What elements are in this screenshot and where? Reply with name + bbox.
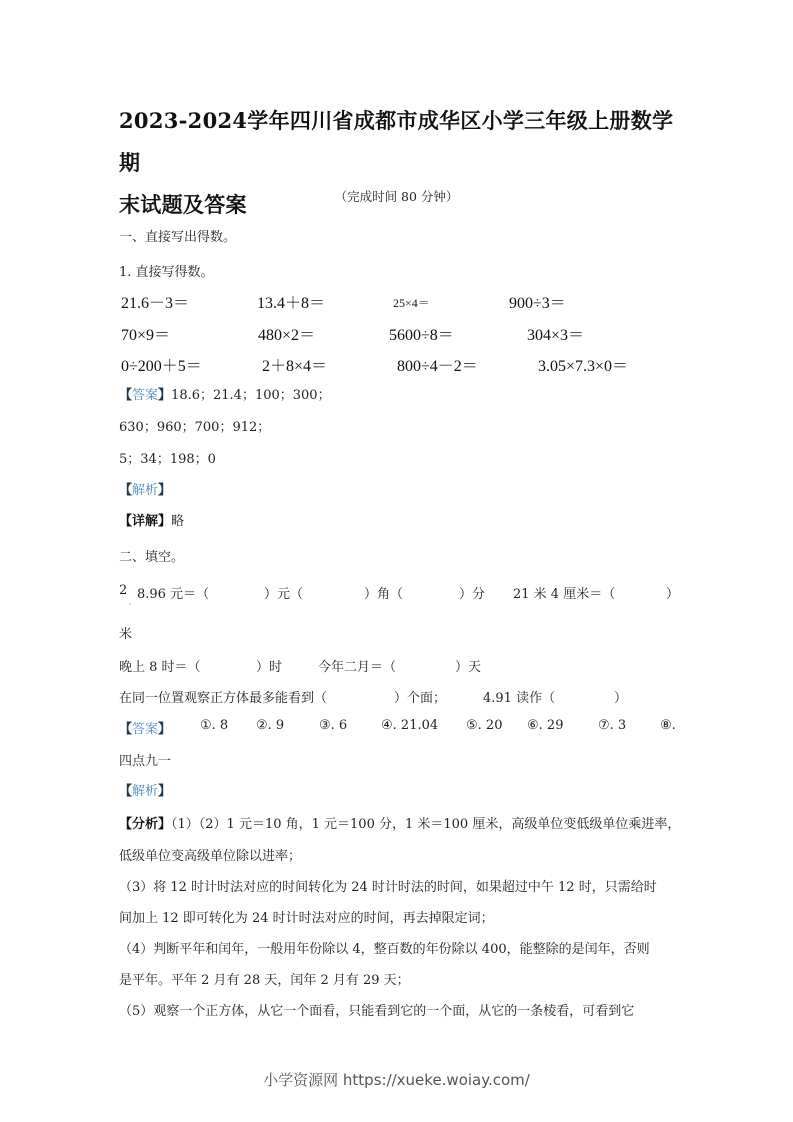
question1-label: 1. 直接写得数。 <box>119 265 214 280</box>
answer-line-2: 630；960；700；912； <box>119 420 271 435</box>
answer-item: ④. 21.04 <box>381 718 439 733</box>
answer-item: ⑥. 29 <box>527 718 564 733</box>
question2-line-2: 米 <box>119 627 133 642</box>
answer-line-3: 5；34；198；0 <box>119 452 216 467</box>
fill-text: 21 米 4 厘米＝（ <box>513 587 616 602</box>
analysis-heading: 【解析】 <box>119 483 172 498</box>
decor-dot: · <box>129 600 132 609</box>
fenxi-line: （3）将 12 时计时法对应的时间转化为 24 时计时法的时间，如果超过中午 12 时，只需给时 <box>119 880 657 895</box>
fill-text: 在同一位置观察正方体最多能看到（ <box>119 691 328 706</box>
time-limit-subtitle: （完成时间 80 分钟） <box>334 189 459 204</box>
expression: 70×9＝ <box>121 327 171 344</box>
section2-heading: 二、填空。 <box>119 550 185 565</box>
expression: 3.05×7.3×0＝ <box>538 358 629 375</box>
detail-tag: 【详解】 <box>119 514 172 529</box>
answer-tag: 答案 <box>132 388 159 403</box>
answer-tag: 答案 <box>132 722 159 737</box>
fill-text: 8.96 元＝（ <box>137 587 210 602</box>
answer-item: ⑧. <box>660 718 676 733</box>
title-line-2: 末试题及答案 <box>119 192 247 217</box>
answer-item: ①. 8 <box>200 718 229 733</box>
fenxi-line: 是平年。平年 2 月有 28 天，闰年 2 月有 29 天； <box>119 973 410 988</box>
document-title <box>119 100 689 226</box>
fenxi-tag: 【分析】 <box>119 817 172 832</box>
fenxi-line: 【分析】（1）（2）1 元＝10 角，1 元＝100 分，1 米＝100 厘米，高级单位变低级单位乘进率， <box>119 817 681 832</box>
fill-text: ） <box>614 691 628 706</box>
expression: 5600÷8＝ <box>389 327 454 344</box>
analysis-tag: 解析 <box>132 784 159 799</box>
answer-item: ⑤. 20 <box>466 718 503 733</box>
section1-heading: 一、直接写出得数。 <box>119 230 237 245</box>
fill-text: ）个面； <box>394 691 447 706</box>
expression: 2＋8×4＝ <box>262 358 328 375</box>
fenxi-line: （4）判断平年和闰年，一般用年份除以 4，整百数的年份除以 400，能整除的是闰年，否则 <box>119 942 650 957</box>
answer-item: ②. 9 <box>256 718 285 733</box>
expression: 25×4＝ <box>393 296 430 310</box>
fill-text: ）天 <box>455 660 482 675</box>
analysis-heading: 【解析】 <box>119 784 172 799</box>
fenxi-line: （5）观察一个正方体，从它一个面看，只能看到它的一个面，从它的一条棱看，可看到它 <box>119 1004 635 1019</box>
fill-text: 4.91 读作（ <box>483 691 556 706</box>
fill-text: 今年二月＝（ <box>318 660 397 675</box>
answer-line-1: 【答案】18.6；21.4；100；300； <box>119 388 331 403</box>
expression: 900÷3＝ <box>509 295 566 312</box>
expression: 800÷4－2＝ <box>397 358 478 375</box>
detail-text: 略 <box>171 514 185 529</box>
watermark-footer: 小学资源网 https://xueke.woiay.com/ <box>263 1071 530 1089</box>
fill-text: 晚上 8 时＝（ <box>119 660 201 675</box>
answer-text: 18.6；21.4；100；300； <box>171 388 331 403</box>
expression: 13.4＋8＝ <box>257 295 326 312</box>
answer-item: ⑦. 3 <box>598 718 627 733</box>
expression: 21.6－3＝ <box>121 295 190 312</box>
fill-text: ）时 <box>256 660 283 675</box>
detail-line <box>119 510 184 529</box>
fill-text: ）分 <box>459 587 486 602</box>
answer-continuation: 四点九一 <box>119 754 172 769</box>
fill-text: ）元（ <box>264 587 304 602</box>
question-number: 2 <box>119 583 128 598</box>
question2-line-1 <box>119 583 127 598</box>
answer-tag-line: 【答案】 <box>119 722 172 737</box>
fill-text: ） <box>666 587 680 602</box>
fenxi-line: 低级单位变高级单位除以进率； <box>119 849 302 864</box>
expression: 0÷200＋5＝ <box>121 358 202 375</box>
expression: 304×3＝ <box>527 327 585 344</box>
analysis-tag: 解析 <box>132 483 159 498</box>
fenxi-line: 间加上 12 即可转化为 24 时计时法对应的时间，再去掉限定词； <box>119 911 494 926</box>
expression: 480×2＝ <box>258 327 316 344</box>
title-line-1: 2023-2024学年四川省成都市成华区小学三年级上册数学期 <box>119 108 674 175</box>
answer-item: ③. 6 <box>319 718 348 733</box>
fill-text: ）角（ <box>364 587 404 602</box>
